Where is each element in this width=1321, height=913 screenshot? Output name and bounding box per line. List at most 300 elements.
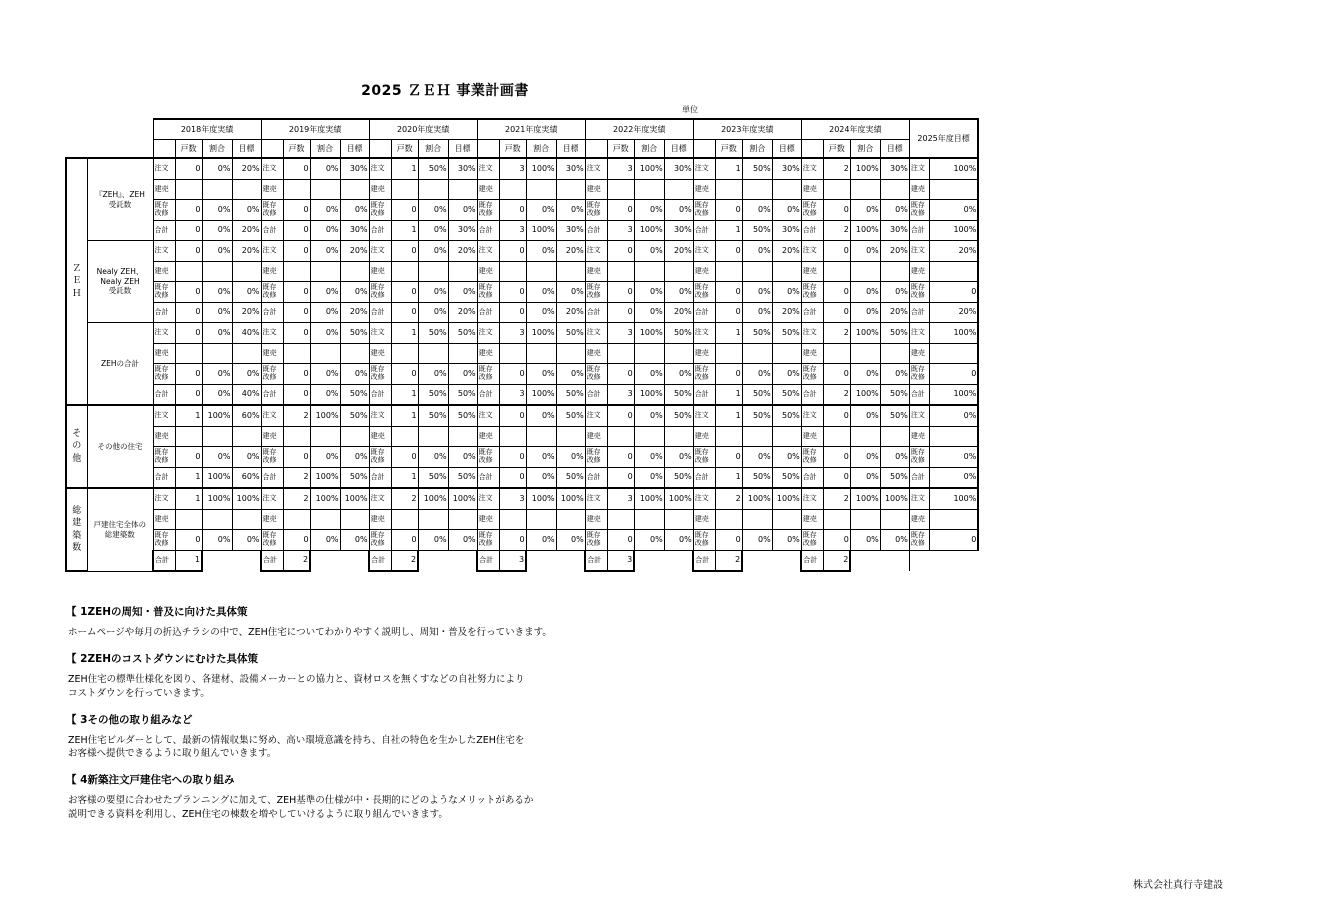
row-type-label: 合計	[585, 220, 607, 241]
count-cell: 0	[391, 282, 418, 303]
target-cell: 0	[929, 282, 978, 303]
count-cell	[823, 261, 850, 282]
count-cell: 0	[175, 447, 202, 468]
count-cell: 3	[607, 220, 634, 241]
goal-cell: 50%	[880, 323, 909, 344]
goal-cell: 0%	[664, 447, 693, 468]
column-header: 戸数	[283, 140, 310, 159]
ratio-cell: 0%	[634, 364, 664, 385]
row-type-label: 既存改修	[801, 364, 823, 385]
row-type-label: 建売	[261, 343, 283, 364]
row-type-label: 注文	[693, 323, 715, 344]
goal-cell	[232, 509, 261, 530]
ratio-cell: 100%	[850, 220, 880, 241]
goal-cell	[232, 343, 261, 364]
count-cell	[499, 261, 526, 282]
goal-cell: 30%	[556, 220, 585, 241]
count-cell: 3	[607, 550, 634, 571]
goal-cell: 0%	[448, 447, 477, 468]
count-cell: 2	[715, 488, 742, 509]
ratio-cell: 0%	[310, 282, 340, 303]
ratio-cell: 0%	[418, 302, 448, 323]
row-type-label: 合計	[693, 384, 715, 405]
row-type-label: 既存改修	[585, 200, 607, 221]
table-row	[66, 405, 978, 426]
ratio-cell: 0%	[310, 447, 340, 468]
row-type-label: 注文	[153, 488, 175, 509]
count-cell: 0	[283, 447, 310, 468]
count-cell: 0	[607, 364, 634, 385]
goal-cell: 20%	[232, 220, 261, 241]
row-type-label: 既存改修	[261, 282, 283, 303]
ratio-cell: 0%	[742, 282, 772, 303]
group-label: 戸建住宅全体の 総建築数	[87, 488, 153, 571]
empty-cell	[634, 550, 693, 571]
row-type-label: 注文	[477, 158, 499, 179]
ratio-cell: 100%	[850, 323, 880, 344]
ratio-cell: 0%	[850, 364, 880, 385]
row-type-label: 合計	[693, 467, 715, 488]
row-type-label: 注文	[477, 241, 499, 262]
row-type-label: 注文	[801, 158, 823, 179]
count-cell: 0	[715, 200, 742, 221]
count-cell: 0	[823, 405, 850, 426]
goal-cell: 0%	[772, 447, 801, 468]
row-type-label: 既存改修	[909, 200, 929, 221]
goal-cell: 30%	[664, 158, 693, 179]
ratio-cell: 0%	[526, 241, 556, 262]
count-cell	[715, 426, 742, 447]
row-type-label: 既存改修	[153, 200, 175, 221]
row-type-label: 建売	[153, 179, 175, 200]
row-type-label: 注文	[369, 158, 391, 179]
count-cell	[175, 179, 202, 200]
ratio-cell: 0%	[202, 323, 232, 344]
goal-cell: 0%	[772, 530, 801, 551]
ratio-cell	[742, 509, 772, 530]
row-type-label: 既存改修	[153, 447, 175, 468]
table-row	[66, 447, 978, 468]
goal-cell	[772, 509, 801, 530]
count-cell: 2	[715, 550, 742, 571]
ratio-cell: 100%	[850, 488, 880, 509]
count-cell: 0	[283, 220, 310, 241]
row-type-label: 建売	[585, 343, 607, 364]
count-cell: 0	[715, 282, 742, 303]
ratio-cell	[202, 261, 232, 282]
year-header: 2024年度実績	[801, 119, 909, 140]
goal-cell: 0%	[232, 364, 261, 385]
goal-cell	[232, 261, 261, 282]
ratio-cell: 0%	[526, 447, 556, 468]
goal-cell: 0%	[448, 364, 477, 385]
goal-cell: 20%	[232, 158, 261, 179]
row-type-label: 注文	[693, 488, 715, 509]
goal-cell: 0%	[772, 282, 801, 303]
count-cell: 1	[715, 220, 742, 241]
goal-cell: 0%	[232, 447, 261, 468]
row-type-label: 既存改修	[369, 530, 391, 551]
count-cell: 0	[499, 282, 526, 303]
count-cell: 0	[823, 241, 850, 262]
count-cell	[283, 261, 310, 282]
goal-cell: 100%	[448, 488, 477, 509]
company-name: 株式会社真行寺建設	[1133, 880, 1223, 891]
count-cell: 0	[607, 241, 634, 262]
row-type-label: 注文	[153, 158, 175, 179]
row-type-label: 既存改修	[261, 364, 283, 385]
row-type-label: 合計	[261, 220, 283, 241]
category-label: Ｚ Ｅ Ｈ	[66, 158, 87, 405]
count-cell: 1	[391, 405, 418, 426]
goal-cell	[556, 261, 585, 282]
goal-cell	[448, 179, 477, 200]
ratio-cell: 0%	[202, 200, 232, 221]
row-type-label: 合計	[693, 220, 715, 241]
goal-cell	[664, 509, 693, 530]
ratio-cell	[310, 343, 340, 364]
count-cell: 1	[391, 158, 418, 179]
count-cell: 0	[175, 241, 202, 262]
ratio-cell: 0%	[418, 530, 448, 551]
ratio-cell: 50%	[418, 323, 448, 344]
row-type-label: 建売	[693, 261, 715, 282]
ratio-cell	[634, 509, 664, 530]
count-cell	[283, 179, 310, 200]
ratio-cell: 50%	[418, 467, 448, 488]
notes-section	[66, 604, 686, 833]
count-cell: 0	[607, 282, 634, 303]
count-cell: 3	[499, 323, 526, 344]
ratio-cell: 0%	[202, 384, 232, 405]
goal-cell: 20%	[448, 241, 477, 262]
row-type-label: 建売	[153, 261, 175, 282]
goal-cell: 0%	[556, 530, 585, 551]
row-type-label: 既存改修	[693, 530, 715, 551]
ratio-cell	[202, 509, 232, 530]
count-cell	[823, 179, 850, 200]
goal-cell: 0%	[556, 447, 585, 468]
group-label: ZEHの合計	[87, 323, 153, 406]
table-row	[66, 158, 978, 179]
row-type-label: 建売	[801, 426, 823, 447]
count-cell: 1	[715, 384, 742, 405]
row-type-label: 建売	[909, 509, 929, 530]
row-type-label: 既存改修	[801, 530, 823, 551]
ratio-cell	[310, 179, 340, 200]
count-cell: 0	[175, 384, 202, 405]
row-type-label: 建売	[801, 509, 823, 530]
count-cell: 0	[499, 241, 526, 262]
count-cell	[715, 261, 742, 282]
target-cell: 100%	[929, 384, 978, 405]
goal-cell: 0%	[340, 447, 369, 468]
count-cell	[175, 261, 202, 282]
ratio-cell: 0%	[526, 364, 556, 385]
row-type-label: 既存改修	[801, 282, 823, 303]
column-header: 目標	[232, 140, 261, 159]
header-blank	[261, 140, 283, 159]
row-type-label: 注文	[369, 488, 391, 509]
row-type-label: 合計	[369, 384, 391, 405]
goal-cell	[772, 343, 801, 364]
goal-cell: 50%	[340, 323, 369, 344]
count-cell	[823, 509, 850, 530]
count-cell: 0	[823, 302, 850, 323]
row-type-label: 既存改修	[585, 530, 607, 551]
column-header: 割合	[634, 140, 664, 159]
goal-cell	[556, 426, 585, 447]
row-type-label: 注文	[693, 158, 715, 179]
goal-cell: 50%	[448, 384, 477, 405]
row-type-label: 既存改修	[261, 447, 283, 468]
row-type-label: 注文	[909, 488, 929, 509]
goal-cell: 30%	[772, 158, 801, 179]
row-type-label: 既存改修	[153, 530, 175, 551]
row-type-label: 合計	[909, 302, 929, 323]
ratio-cell: 0%	[202, 447, 232, 468]
row-type-label: 注文	[369, 405, 391, 426]
column-header: 割合	[310, 140, 340, 159]
count-cell: 0	[499, 405, 526, 426]
count-cell: 2	[283, 467, 310, 488]
ratio-cell: 0%	[526, 405, 556, 426]
count-cell: 0	[283, 364, 310, 385]
ratio-cell: 0%	[634, 405, 664, 426]
table-row	[66, 530, 978, 551]
goal-cell: 50%	[664, 323, 693, 344]
ratio-cell: 0%	[202, 530, 232, 551]
row-type-label: 建売	[477, 426, 499, 447]
table-row	[66, 467, 978, 488]
row-type-label: 建売	[369, 426, 391, 447]
count-cell: 2	[823, 488, 850, 509]
count-cell: 0	[715, 364, 742, 385]
ratio-cell	[202, 179, 232, 200]
goal-cell: 20%	[448, 302, 477, 323]
row-type-label: 注文	[261, 158, 283, 179]
ratio-cell	[526, 179, 556, 200]
count-cell: 3	[499, 488, 526, 509]
row-type-label: 注文	[261, 241, 283, 262]
row-type-label: 建売	[369, 343, 391, 364]
goal-cell	[880, 261, 909, 282]
row-type-label: 注文	[693, 405, 715, 426]
ratio-cell: 0%	[850, 302, 880, 323]
row-type-label: 合計	[153, 467, 175, 488]
target-cell: 100%	[929, 158, 978, 179]
year-header: 2022年度実績	[585, 119, 693, 140]
count-cell: 2	[391, 550, 418, 571]
ratio-cell: 100%	[418, 488, 448, 509]
row-type-label: 合計	[261, 384, 283, 405]
row-type-label: 合計	[477, 384, 499, 405]
goal-cell: 50%	[448, 405, 477, 426]
goal-cell: 50%	[772, 323, 801, 344]
row-type-label: 建売	[477, 179, 499, 200]
ratio-cell	[526, 509, 556, 530]
ratio-cell: 0%	[850, 282, 880, 303]
row-type-label: 注文	[585, 323, 607, 344]
count-cell: 3	[607, 323, 634, 344]
count-cell: 0	[499, 447, 526, 468]
ratio-cell	[850, 343, 880, 364]
row-type-label: 既存改修	[585, 282, 607, 303]
ratio-cell: 0%	[310, 530, 340, 551]
count-cell: 1	[175, 488, 202, 509]
ratio-cell: 0%	[742, 530, 772, 551]
note-4	[66, 772, 686, 821]
ratio-cell: 0%	[418, 447, 448, 468]
goal-cell: 20%	[232, 241, 261, 262]
row-type-label: 建売	[585, 509, 607, 530]
goal-cell: 50%	[772, 384, 801, 405]
goal-cell: 20%	[232, 302, 261, 323]
document-title: 2025 ＺＥＨ 事業計画書	[361, 83, 529, 99]
goal-cell: 20%	[556, 302, 585, 323]
row-type-label: 注文	[801, 241, 823, 262]
count-cell	[607, 261, 634, 282]
count-cell	[391, 343, 418, 364]
row-type-label: 合計	[153, 550, 175, 571]
header-blank	[801, 140, 823, 159]
goal-cell: 20%	[664, 241, 693, 262]
goal-cell: 50%	[772, 467, 801, 488]
row-type-label: 合計	[261, 302, 283, 323]
ratio-cell: 0%	[742, 302, 772, 323]
ratio-cell: 100%	[634, 488, 664, 509]
table-row	[66, 220, 978, 241]
table-row	[66, 488, 978, 509]
row-type-label: 建売	[153, 509, 175, 530]
row-type-label: 建売	[369, 261, 391, 282]
ratio-cell: 100%	[742, 488, 772, 509]
header-blank	[477, 140, 499, 159]
goal-cell: 60%	[232, 405, 261, 426]
row-type-label: 合計	[801, 467, 823, 488]
row-type-label: 注文	[153, 405, 175, 426]
table-row	[66, 343, 978, 364]
unit-label: 単位	[682, 105, 698, 114]
goal-cell: 20%	[556, 241, 585, 262]
ratio-cell: 100%	[634, 158, 664, 179]
ratio-cell: 0%	[202, 241, 232, 262]
count-cell: 1	[391, 467, 418, 488]
header-blank	[153, 140, 175, 159]
column-header: 戸数	[715, 140, 742, 159]
target-cell	[929, 426, 978, 447]
ratio-cell: 0%	[526, 200, 556, 221]
count-cell: 2	[283, 550, 310, 571]
ratio-cell: 0%	[742, 364, 772, 385]
count-cell: 1	[391, 384, 418, 405]
note-heading: 【 2ZEHのコストダウンにむけた具体策	[66, 653, 259, 666]
table-row	[66, 261, 978, 282]
column-header: 割合	[202, 140, 232, 159]
goal-cell: 30%	[340, 158, 369, 179]
count-cell: 0	[283, 282, 310, 303]
category-label: そ の 他	[66, 405, 87, 488]
count-cell: 0	[823, 467, 850, 488]
goal-cell: 50%	[340, 384, 369, 405]
goal-cell: 20%	[772, 241, 801, 262]
goal-cell: 50%	[556, 467, 585, 488]
count-cell: 0	[175, 158, 202, 179]
year-header: 2023年度実績	[693, 119, 801, 140]
ratio-cell	[418, 426, 448, 447]
goal-cell	[448, 509, 477, 530]
row-type-label: 合計	[477, 220, 499, 241]
goal-cell: 20%	[340, 302, 369, 323]
row-type-label: 建売	[801, 343, 823, 364]
count-cell: 0	[283, 241, 310, 262]
goal-cell: 100%	[556, 488, 585, 509]
target-cell	[929, 261, 978, 282]
goal-cell: 50%	[664, 405, 693, 426]
ratio-cell: 100%	[202, 488, 232, 509]
row-type-label: 合計	[585, 467, 607, 488]
count-cell	[391, 509, 418, 530]
row-type-label: 既存改修	[693, 364, 715, 385]
note-1	[66, 604, 686, 639]
goal-cell: 100%	[880, 488, 909, 509]
goal-cell	[340, 179, 369, 200]
row-type-label: 合計	[585, 302, 607, 323]
ratio-cell	[742, 343, 772, 364]
row-type-label: 注文	[801, 488, 823, 509]
ratio-cell: 0%	[850, 241, 880, 262]
table-row	[66, 302, 978, 323]
goal-cell	[448, 261, 477, 282]
ratio-cell	[850, 179, 880, 200]
goal-cell: 20%	[880, 302, 909, 323]
ratio-cell: 100%	[850, 384, 880, 405]
goal-cell	[772, 179, 801, 200]
note-2	[66, 651, 686, 700]
count-cell: 0	[823, 282, 850, 303]
goal-cell	[664, 261, 693, 282]
ratio-cell: 0%	[310, 241, 340, 262]
goal-cell: 20%	[664, 302, 693, 323]
row-type-label: 建売	[909, 179, 929, 200]
goal-cell: 40%	[232, 384, 261, 405]
ratio-cell: 0%	[310, 302, 340, 323]
target-cell: 0%	[929, 405, 978, 426]
empty-cell	[202, 550, 261, 571]
count-cell: 1	[715, 323, 742, 344]
goal-cell: 0%	[340, 364, 369, 385]
goal-cell: 50%	[340, 467, 369, 488]
ratio-cell: 100%	[526, 158, 556, 179]
column-header: 割合	[418, 140, 448, 159]
count-cell: 0	[607, 447, 634, 468]
ratio-cell	[742, 261, 772, 282]
empty-cell	[310, 550, 369, 571]
target-cell: 100%	[929, 488, 978, 509]
column-header: 戸数	[823, 140, 850, 159]
goal-cell	[556, 179, 585, 200]
year-header: 2020年度実績	[369, 119, 477, 140]
row-type-label: 建売	[261, 509, 283, 530]
ratio-cell: 0%	[202, 282, 232, 303]
header-blank	[693, 140, 715, 159]
goal-cell: 50%	[664, 384, 693, 405]
ratio-cell: 0%	[418, 282, 448, 303]
column-header: 目標	[448, 140, 477, 159]
goal-cell	[556, 343, 585, 364]
column-header: 戸数	[175, 140, 202, 159]
row-type-label: 既存改修	[477, 447, 499, 468]
